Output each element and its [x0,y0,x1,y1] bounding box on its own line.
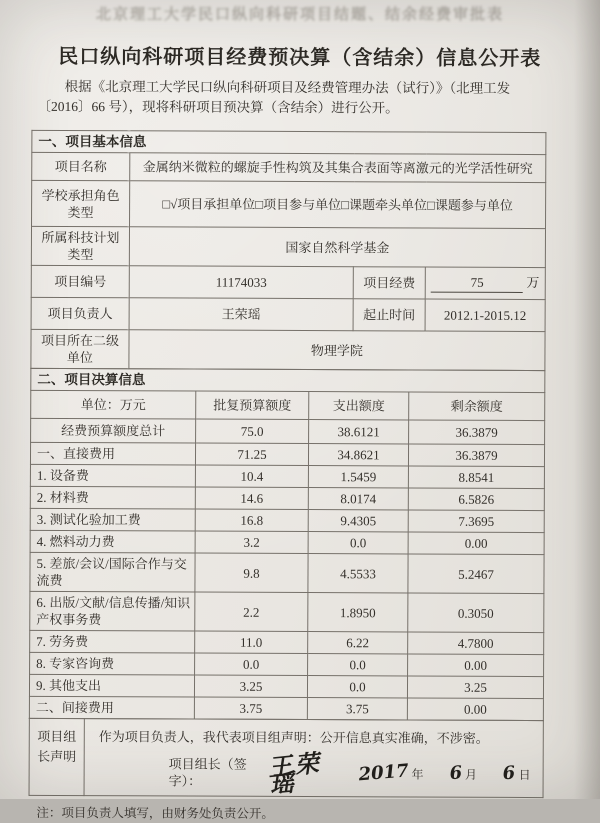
row-spent: 38.6121 [309,420,409,444]
row-label: 5. 差旅/会议/国际合作与交流费 [30,552,195,592]
project-fund-value [425,267,545,300]
row-remaining: 6.5826 [408,488,544,511]
row-remaining: 0.00 [408,654,544,677]
row-remaining: 0.00 [407,698,543,721]
plan-type-label: 所属科技计划类型 [31,226,129,265]
row-label: 一、直接费用 [30,442,195,465]
row-label: 7. 劳务费 [30,630,195,653]
row-budget: 0.0 [195,653,308,675]
row-remaining: 4.7800 [408,632,544,655]
table-row [31,265,545,299]
row-spent: 4.5533 [308,554,408,593]
column-header-spent: 支出额度 [309,392,409,420]
row-budget: 9.8 [195,553,308,592]
period-label: 起止时间 [353,299,425,331]
row-spent: 9.4305 [308,510,408,532]
table-row [32,152,546,182]
intro-paragraph [37,77,563,119]
row-budget: 16.8 [195,509,308,531]
section2-header-row [31,368,545,392]
table-row [30,442,544,466]
day-unit: 日 [518,767,531,782]
row-spent: 8.0174 [308,488,408,510]
project-name-value: 金属纳米微粒的螺旋手性构筑及其集合表面等离激元的光学活性研究 [130,153,546,183]
month-unit: 月 [465,767,478,782]
declaration-table [29,718,544,798]
table-row [31,226,545,267]
table-row [30,486,544,510]
row-remaining: 36.3879 [409,420,545,445]
row-budget: 3.2 [195,531,308,553]
handwritten-year: 2017 [357,759,410,785]
signature-line [99,747,531,800]
second-level-unit-value: 物理学院 [129,330,545,371]
basic-info-table [30,130,546,371]
budget-table [29,368,546,721]
row-spent: 3.75 [307,698,407,720]
signature-label: 项目组长（签字）： [168,756,247,789]
row-label: 经费预算额度总计 [31,418,196,443]
second-level-unit-label: 项目所在二级单位 [31,329,129,368]
row-budget: 2.2 [195,592,308,631]
column-header-unit: 单位：万元 [31,390,196,419]
row-remaining: 36.3879 [408,444,544,467]
signature-date-day [502,761,531,784]
section2-header: 二、项目决算信息 [31,368,545,392]
signature-date-month [448,761,478,784]
plan-type-value: 国家自然科学基金 [129,227,545,268]
table-row [31,297,545,331]
signature-date-year [357,759,424,785]
project-leader-label: 项目负责人 [31,297,129,329]
row-remaining: 5.2467 [408,554,544,594]
row-label: 2. 材料费 [30,486,195,509]
declaration-label: 项目组长声明 [29,718,84,795]
handwritten-day: 6 [502,761,517,784]
row-budget: 3.25 [194,675,307,697]
row-remaining: 0.00 [408,532,544,555]
table-row [31,329,545,370]
table-row [30,530,544,554]
handwritten-month: 6 [448,761,463,784]
table-row [30,630,544,654]
row-budget: 11.0 [195,631,308,653]
declaration-body [84,719,543,798]
row-spent: 1.5459 [308,466,408,488]
project-number-value: 11174033 [129,266,353,299]
row-remaining: 8.8541 [408,466,544,489]
row-remaining: 0.3050 [408,593,544,633]
row-spent: 0.0 [307,676,407,698]
row-label: 6. 出版/文献/信息传播/知识产权事务费 [30,591,195,631]
bleed-through-text: 北京理工大学民口纵向科研项目结题、结余经费审批表 [95,6,504,23]
row-budget: 71.25 [195,443,308,465]
fund-amount: 75 [431,274,523,293]
row-label: 9. 其他支出 [29,674,194,697]
row-spent: 0.0 [308,654,408,676]
row-remaining: 7.3695 [408,510,544,533]
table-row [29,696,543,720]
row-budget: 14.6 [195,487,308,509]
column-header-row [31,390,545,420]
row-label: 二、间接费用 [29,696,194,719]
row-spent: 34.8621 [308,444,408,466]
handwritten-signature: 王荣瑶 [266,747,324,800]
table-row [30,652,544,676]
row-label: 1. 设备费 [30,464,195,487]
row-budget: 75.0 [196,419,309,443]
row-label: 4. 燃料动力费 [30,530,195,553]
row-budget: 10.4 [195,465,308,487]
row-budget: 3.75 [194,697,307,719]
table-row [30,508,544,532]
row-spent: 1.8950 [308,593,408,632]
intro-line-1: 根据《北京理工大学民口纵向科研项目及经费管理办法（试行）》（北理工发 [64,78,511,96]
project-name-label: 项目名称 [32,152,130,180]
project-fund-label: 项目经费 [353,267,425,299]
row-label: 3. 测试化验加工费 [30,508,195,531]
table-row [30,591,544,632]
footer-note: 注：项目负责人填写，由财务处负责公开。 [36,805,274,821]
paper-edge-shadow [574,0,600,799]
role-type-label: 学校承担角色类型 [32,180,130,226]
page-title: 民口纵向科研项目经费预决算（含结余）信息公开表 [58,45,542,71]
table-row [31,418,545,444]
period-value: 2012.1-2015.12 [425,299,545,332]
row-spent: 6.22 [308,632,408,654]
column-header-budget: 批复预算额度 [196,391,309,419]
table-row [30,552,544,593]
section1-header: 一、项目基本信息 [32,130,546,154]
table-row [29,718,543,797]
column-header-remaining: 剩余额度 [409,392,545,421]
role-type-checkboxes: □√项目承担单位□项目参与单位□课题牵头单位□课题参与单位 [130,181,546,229]
fund-unit: 万 [526,274,540,291]
row-spent: 0.0 [308,532,408,554]
table-row [29,674,543,698]
table-row [30,464,544,488]
declaration-statement: 作为项目负责人，我代表项目组声明：公开信息真实准确，不涉密。 [98,729,489,746]
row-label: 8. 专家咨询费 [30,652,195,675]
project-leader-value: 王荣瑶 [129,298,353,331]
project-number-label: 项目编号 [31,265,129,297]
row-remaining: 3.25 [407,676,543,699]
year-unit: 年 [411,766,424,782]
section1-header-row [32,130,546,154]
intro-line-2: 〔2016〕66 号），现将科研项目预决算（含结余）进行公开。 [37,98,399,116]
table-row [32,180,546,228]
